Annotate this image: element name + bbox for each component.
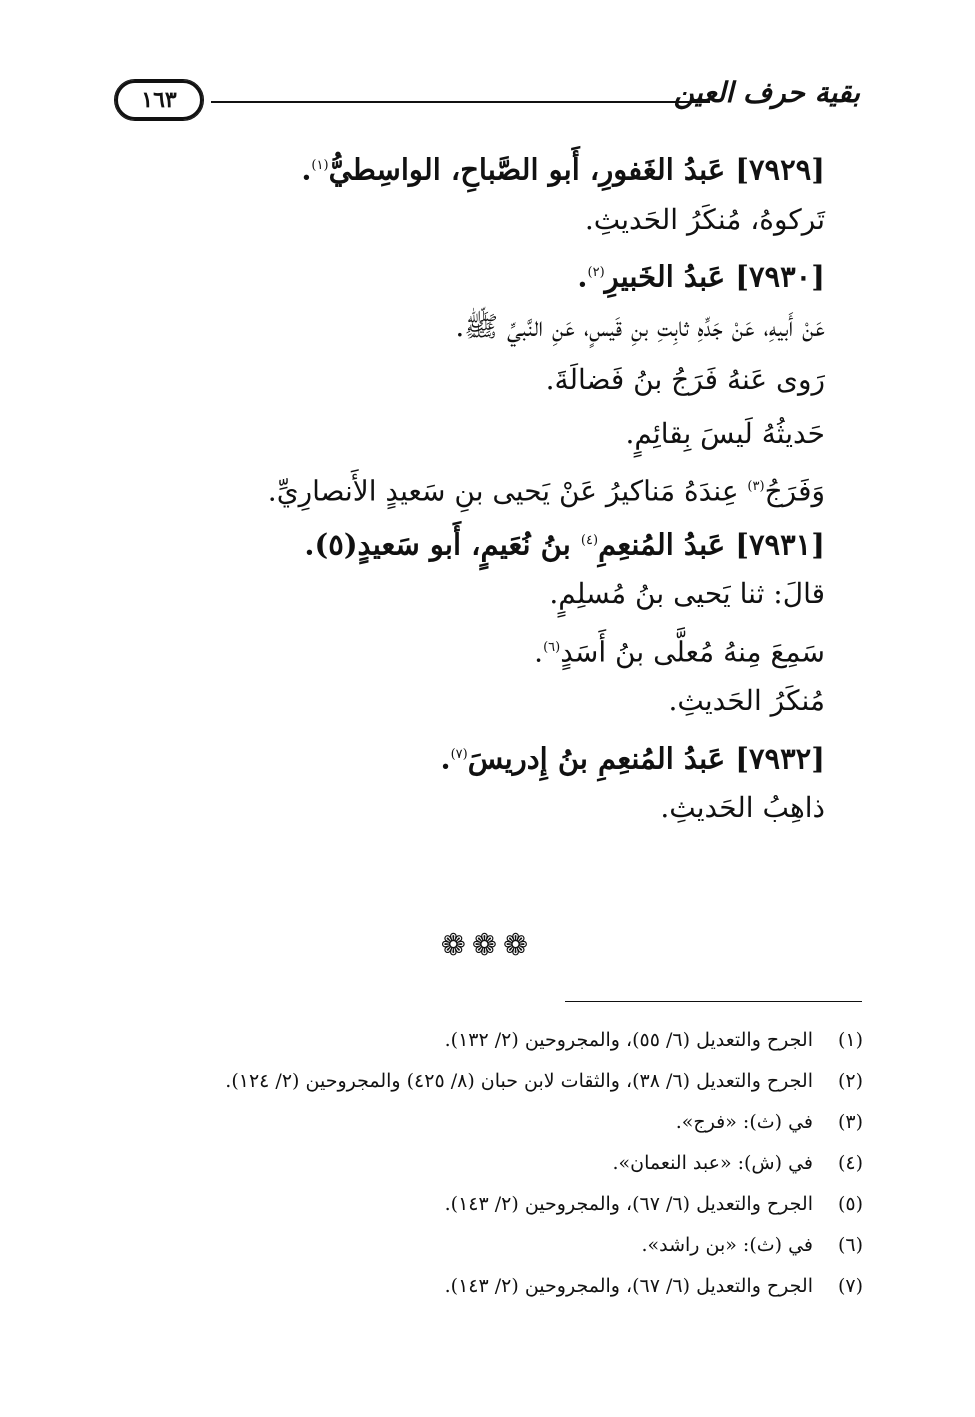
text-line: تَركوهُ، مُنكَرُ الحَديثِ.: [584, 202, 825, 236]
footnotes: [123, 1022, 863, 1309]
footnote-marker: (٧): [450, 746, 468, 762]
text-line: [٧٩٣١] عَبدُ المُنعِمِ$^{(٤)}$ بنُ نُعَيمٍ، أَبو سَعيدٍ(٥).: [304, 527, 825, 562]
header-rule: [211, 101, 710, 103]
text-line: [٧٩٣٠] عَبدُ الخَبيرِ$^{(٢)}$.: [577, 259, 825, 294]
footnote-marker: (٣): [747, 479, 765, 494]
page-header: [115, 76, 860, 126]
text-line: وَفَرَجُ$^{(٣)}$ عِندَهُ مَناكيرُ عَنْ يَحيى بنِ سَعيدٍ الأَنصارِيِّ.: [267, 474, 825, 508]
text-line: رَوى عَنهُ فَرَجُ بنُ فَضالَةَ.: [545, 363, 825, 396]
text-line: عَنْ أَبيهِ، عَنْ جَدِّهِ ثابِتِ بنِ قَيسٍ، عَنِ النَّبيِّ ﷺ.: [455, 309, 825, 343]
main-text: [125, 142, 825, 838]
section-ornaments: ❁❁❁: [440, 928, 535, 963]
footnote-marker: (٢): [587, 265, 605, 280]
text-line: سَمِعَ مِنهُ مُعلَّى بنُ أَسَدٍ$^{(٦)}$.: [534, 634, 825, 668]
text-line: [٧٩٣٢] عَبدُ المُنعِمِ بنُ إِدريسَ$^{(٧)}$.: [440, 741, 825, 776]
footnote: (١)الجرح والتعديل (٦/ ٥٥)، والمجروحين (٢/ ١٣٢).: [444, 1029, 863, 1051]
text-line: حَديثُهُ لَيسَ بِقائِمٍ.: [625, 416, 825, 450]
page-number: ١٦٣: [115, 80, 203, 120]
footnote: (٥)الجرح والتعديل (٦/ ٦٧)، والمجروحين (٢/ ١٤٣).: [444, 1193, 863, 1215]
text-line: [٧٩٢٩] عَبدُ الغَفورِ، أَبو الصَّباحِ، الواسِطيُّ$^{(١)}$.: [301, 152, 825, 187]
footnote: (٣)في (ث): «فرج».: [675, 1111, 863, 1133]
footnote-marker: (٤): [580, 532, 599, 548]
footnote-rule: [565, 1001, 862, 1002]
text-line: قالَ: ثنا يَحيى بنُ مُسلِمٍ.: [549, 577, 825, 610]
footnote: (٧)الجرح والتعديل (٦/ ٦٧)، والمجروحين (٢/ ١٤٣).: [444, 1275, 863, 1297]
footnote-marker: (١): [311, 158, 329, 173]
text-line: مُنكَرُ الحَديثِ.: [668, 684, 825, 717]
text-line: ذاهِبُ الحَديثِ.: [660, 791, 825, 824]
footnote: (٢)الجرح والتعديل (٦/ ٣٨)، والثقات لابن حبان (٨/ ٤٢٥) والمجروحين (٢/ ١٢٤).: [225, 1070, 863, 1092]
footnote-marker: (٦): [543, 639, 561, 655]
footnote: (٦)في (ث): «بن راشد».: [641, 1234, 863, 1256]
footnote: (٤)في (ش): «عبد النعمان».: [612, 1152, 863, 1174]
running-title: بقية حرف العين: [673, 76, 860, 109]
